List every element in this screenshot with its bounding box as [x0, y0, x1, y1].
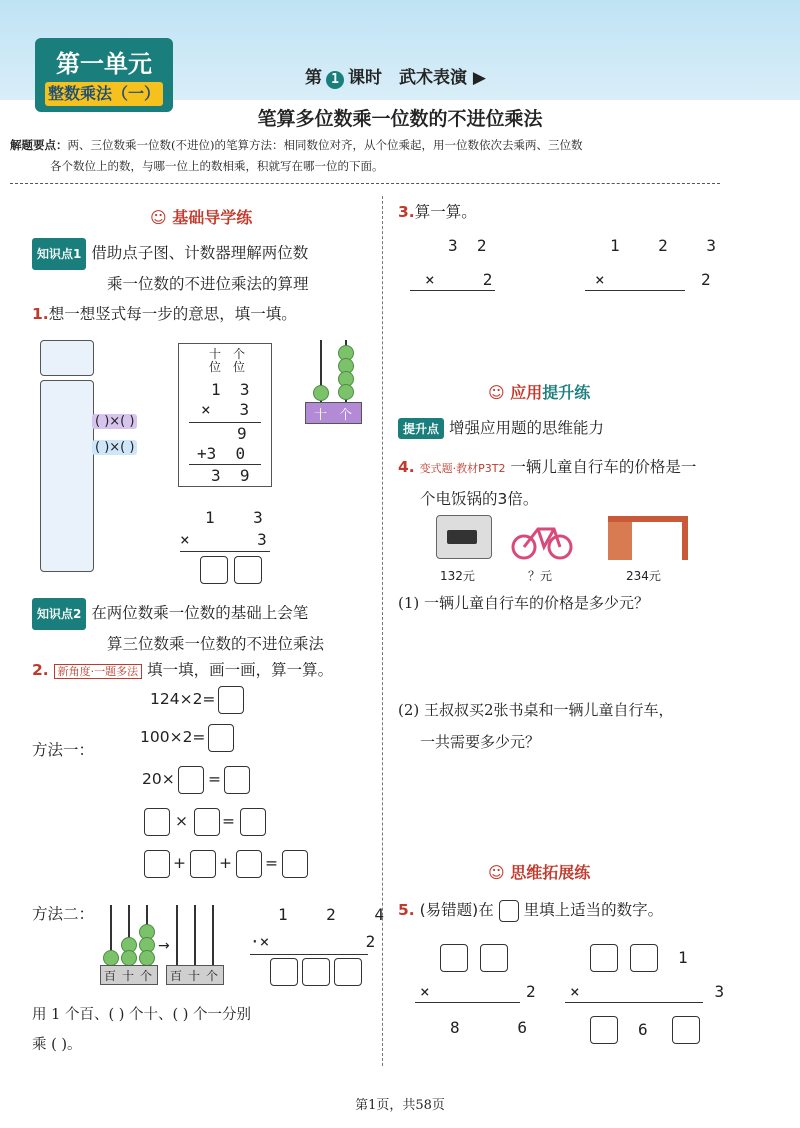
- divider: [10, 183, 720, 184]
- q4-sub2: (2) 王叔叔买2张书桌和一辆儿童自行车， 一共需要多少元？: [398, 701, 674, 751]
- answer-box[interactable]: [144, 808, 170, 836]
- lesson-number: 1: [326, 71, 344, 89]
- kp1-tag: 知识点1: [32, 238, 86, 270]
- q2-tag: 新角度·一题多法: [54, 664, 143, 679]
- student-icon: ☺: [488, 863, 505, 882]
- unit-badge: [35, 38, 173, 112]
- bead: [313, 385, 329, 401]
- bead: [338, 384, 354, 400]
- answer-box[interactable]: [208, 724, 234, 752]
- answer-box[interactable]: [218, 686, 244, 714]
- kp2-tag: 知识点2: [32, 598, 86, 630]
- answer-box[interactable]: [630, 944, 658, 972]
- answer-box[interactable]: [440, 944, 468, 972]
- answer-box[interactable]: [270, 958, 298, 986]
- answer-box[interactable]: [236, 850, 262, 878]
- answer-box[interactable]: [672, 1016, 700, 1044]
- unit-subtitle: 整数乘法（一）: [45, 82, 163, 106]
- price-bicycle: ？元: [528, 569, 553, 583]
- section-apply: ☺ 应用提升练: [488, 383, 591, 402]
- dot-panel-small: [40, 340, 94, 376]
- q2: 2. 新角度·一题多法 填一填，画一画，算一算。: [32, 661, 334, 679]
- unit-title: 第一单元: [56, 50, 152, 78]
- answer-box[interactable]: [282, 850, 308, 878]
- vertical-calc-box: 十 位 个 位 1 3 × 3 9 +3 0 3 9: [178, 343, 272, 487]
- tsd-tag: 提升点: [398, 418, 444, 439]
- tsd: 提升点 增强应用题的思维能力: [398, 416, 604, 439]
- blank-expression-2[interactable]: ( )×( ): [92, 440, 137, 455]
- answer-box[interactable]: [590, 944, 618, 972]
- q4-sub1: (1) 一辆儿童自行车的价格是多少元？: [398, 594, 650, 612]
- tips-block: 解题要点：两、三位数乘一位数(不进位)的笔算方法：相同数位对齐，从个位乘起，用一位数依次去乘两、三位数 各个数位上的数，与哪一位上的数相乘，积就写在哪一位的下面。: [10, 138, 583, 173]
- bicycle-icon: [510, 515, 574, 561]
- abacus-base-1: 百 十 个: [100, 965, 158, 985]
- answer-box[interactable]: [224, 766, 250, 794]
- blank-expression-1[interactable]: ( )×( ): [92, 414, 137, 429]
- answer-box[interactable]: [200, 556, 228, 584]
- method2-desc: 用 1 个百、( ) 个十、( ) 个一分别 乘 ( )。: [32, 1007, 252, 1053]
- abacus-base: 十 个: [305, 402, 362, 424]
- arrow-right-icon: →: [158, 938, 170, 954]
- answer-box[interactable]: [190, 850, 216, 878]
- answer-box[interactable]: [178, 766, 204, 794]
- bead: [139, 950, 155, 966]
- kp1: 知识点1 借助点子图、计数器理解两位数 乘一位数的不进位乘法的算理: [32, 238, 377, 298]
- tips-label: 解题要点：: [10, 138, 68, 152]
- bead: [121, 950, 137, 966]
- answer-box[interactable]: [144, 850, 170, 878]
- price-desk: 234元: [626, 569, 661, 583]
- q3: 3.算一算。: [398, 203, 477, 221]
- answer-box[interactable]: [334, 958, 362, 986]
- q1: 1.想一想竖式每一步的意思，填一填。: [32, 305, 297, 323]
- method1-label: 方法一：: [32, 741, 95, 759]
- abacus-base-2: 百 十 个: [166, 965, 224, 985]
- dot-panel-large: [40, 380, 94, 572]
- q4: 4. 变式题·教材P3T2 一辆儿童自行车的价格是一 个电饭锅的3倍。: [398, 458, 697, 508]
- q4-tag: 变式题·教材P3T2: [419, 462, 506, 475]
- answer-box[interactable]: [480, 944, 508, 972]
- answer-box[interactable]: [590, 1016, 618, 1044]
- lesson-title: 第 1 课时 武术表演 ▶: [305, 68, 486, 88]
- column-divider: [382, 196, 383, 1066]
- section-basic: ☺ 基础导学练: [150, 208, 253, 227]
- answer-box[interactable]: [240, 808, 266, 836]
- student-icon: ☺: [150, 208, 167, 227]
- answer-box[interactable]: [234, 556, 262, 584]
- page-footer: 第1页，共58页: [355, 1098, 445, 1113]
- desk-icon: [608, 516, 688, 560]
- answer-box-sample: [499, 900, 519, 922]
- answer-box[interactable]: [194, 808, 220, 836]
- method2-label: 方法二：: [32, 905, 95, 923]
- price-rice-cooker: 132元: [440, 569, 475, 583]
- rice-cooker-icon: [436, 515, 492, 559]
- kp2: 知识点2 在两位数乘一位数的基础上会笔 算三位数乘一位数的不进位乘法: [32, 598, 377, 658]
- bead: [103, 950, 119, 966]
- page-subtitle: 笔算多位数乘一位数的不进位乘法: [257, 108, 543, 130]
- section-extend: ☺ 思维拓展练: [488, 863, 591, 882]
- student-icon: ☺: [488, 383, 505, 402]
- q5: 5. (易错题)在 里填上适当的数字。: [398, 898, 663, 922]
- answer-box[interactable]: [302, 958, 330, 986]
